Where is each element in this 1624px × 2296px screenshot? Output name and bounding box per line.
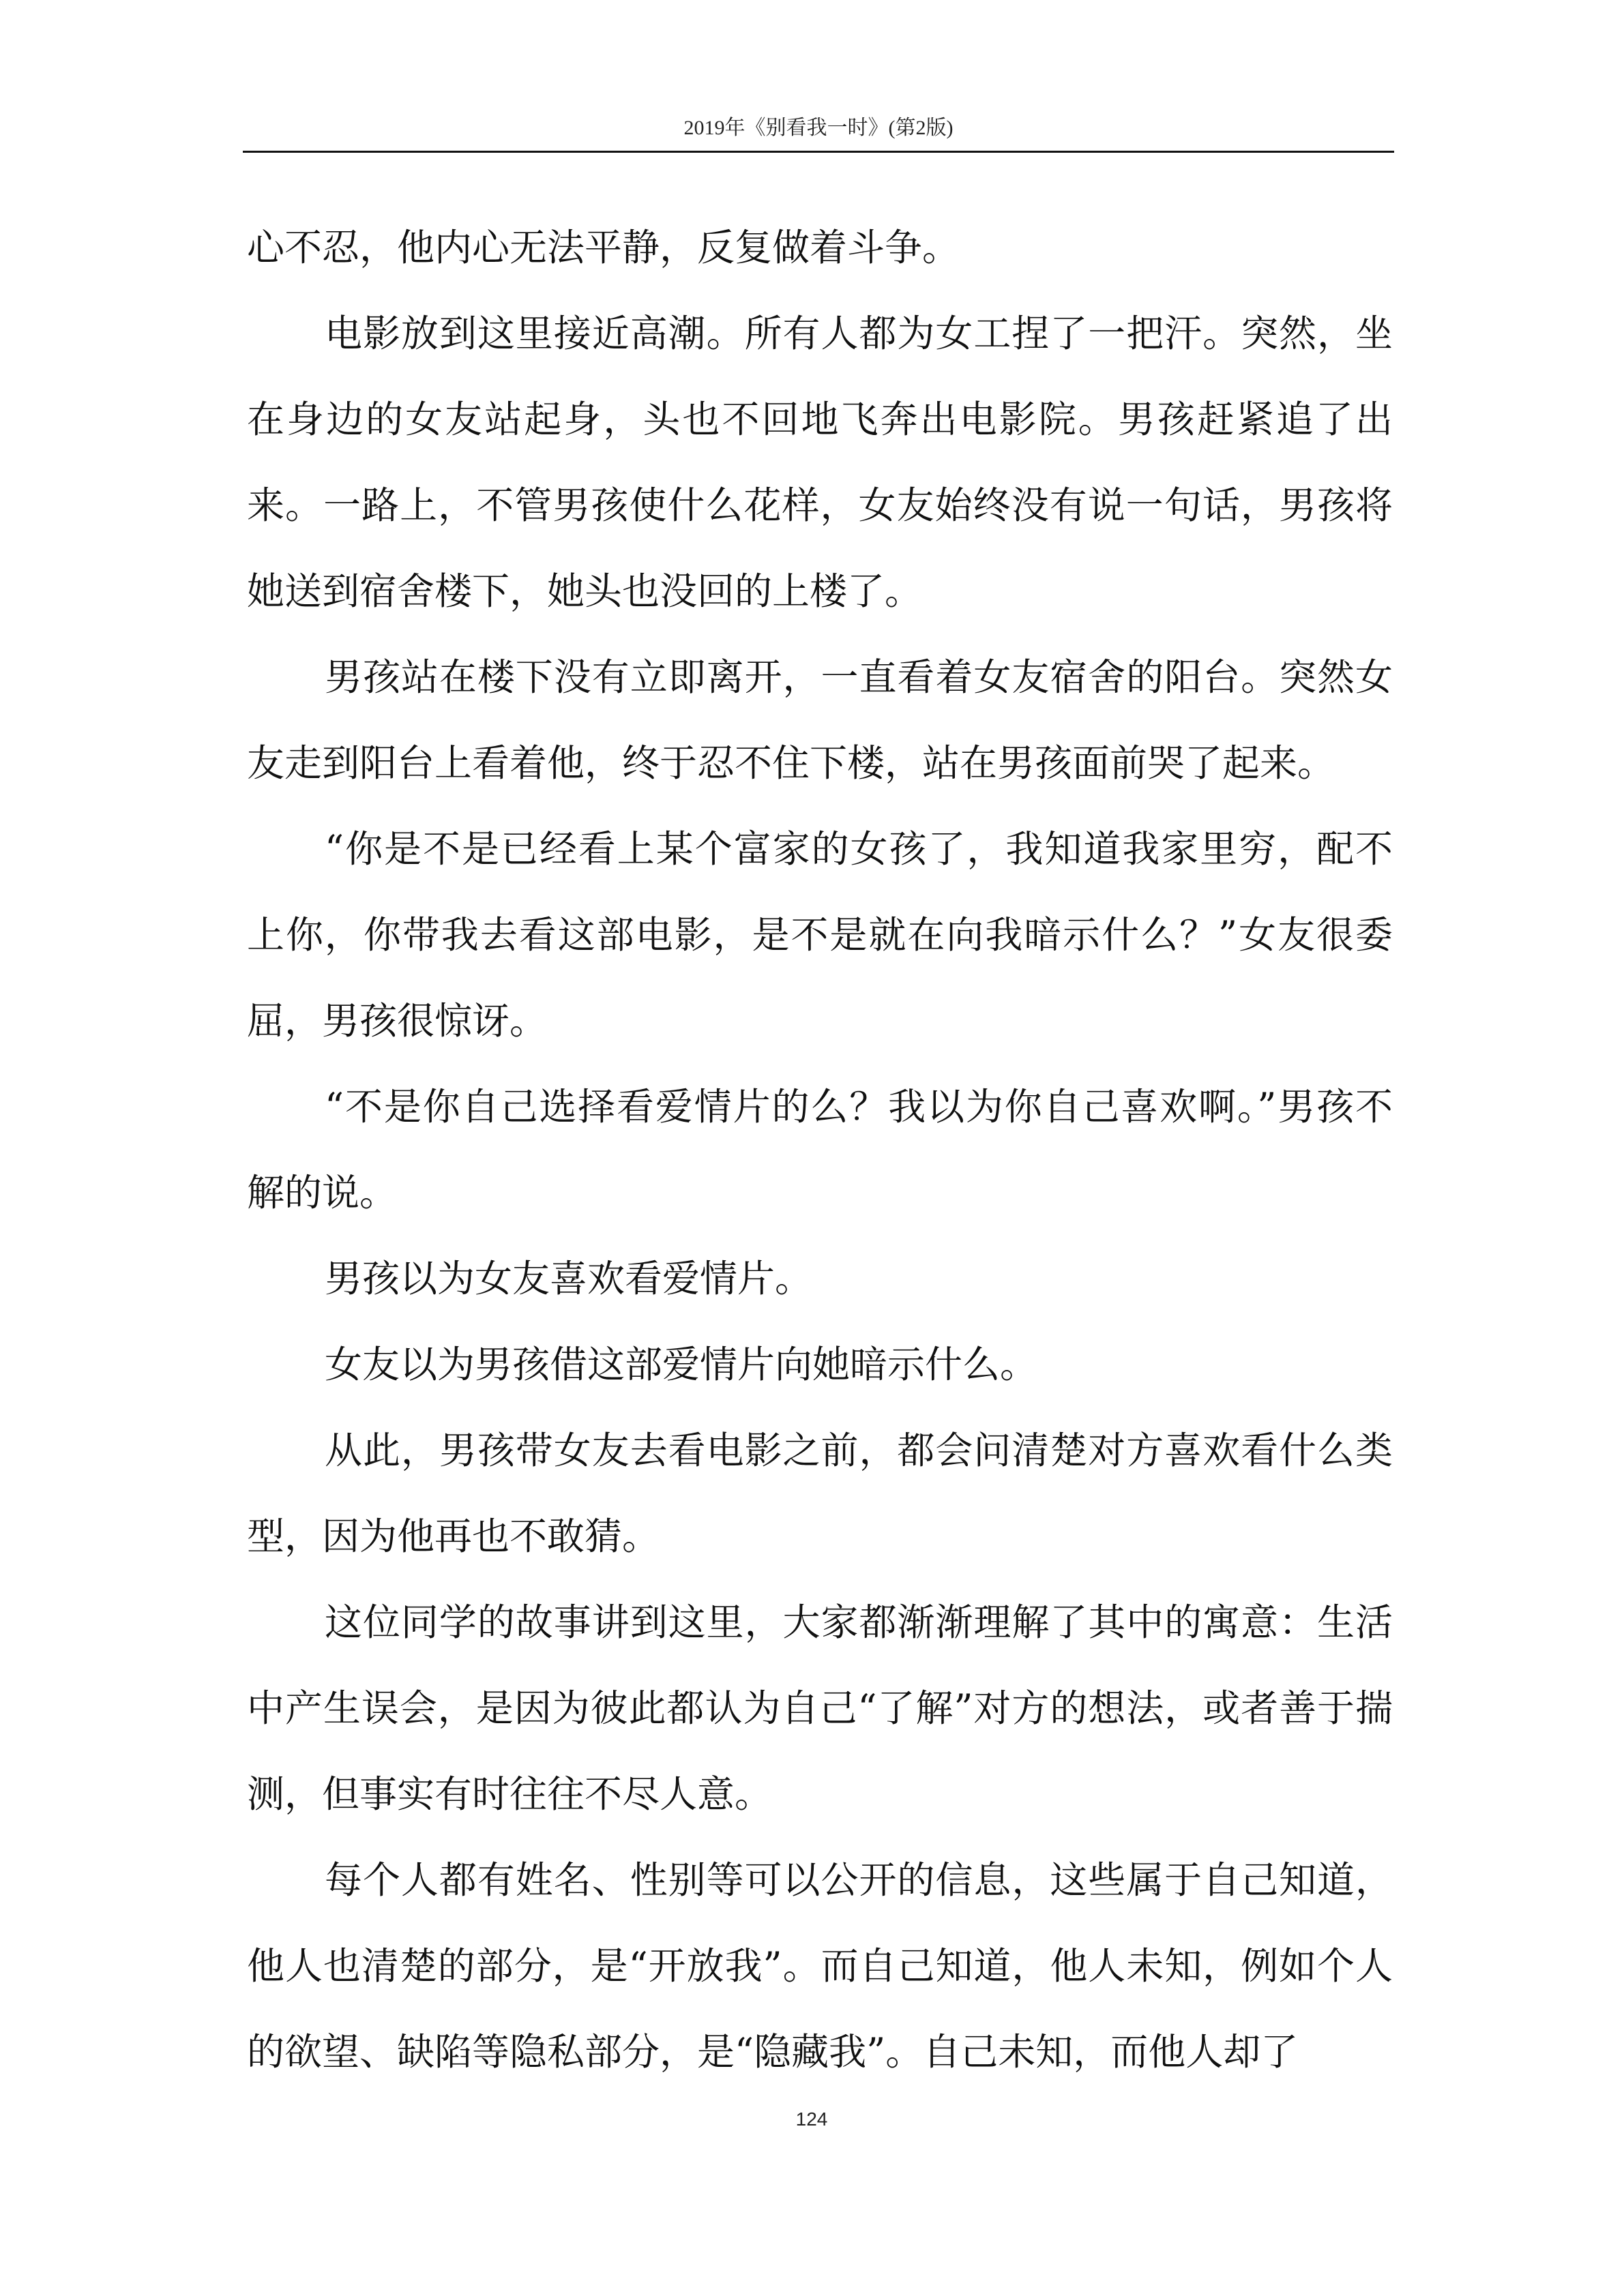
paragraph: 心不忍，他内心无法平静，反复做着斗争。: [247, 226, 960, 269]
header-divider: [243, 151, 1394, 153]
paragraph: “你是不是已经看上某个富家的女孩了，我知道我家里穷，配不上你，你带我去看这部电影，是不是就在向我暗示什么？”女友很委屈，男孩很惊讶。: [247, 827, 1393, 1043]
paragraph: 男孩站在楼下没有立即离开，一直看着女友宿舍的阳台。突然女友走到阳台上看着他，终于忍不住下楼，站在男孩面前哭了起来。: [247, 655, 1393, 785]
page-number: 124: [795, 2108, 828, 2130]
paragraph: 女友以为男孩借这部爱情片向她暗示什么。: [325, 1343, 1038, 1386]
paragraph: 这位同学的故事讲到这里，大家都渐渐理解了其中的寓意：生活中产生误会，是因为彼此都认为自己“了解”对方的想法，或者善于揣测，但事实有时往往不尽人意。: [247, 1600, 1393, 1816]
paragraph: 男孩以为女友喜欢看爱情片。: [325, 1257, 813, 1300]
page-header: 2019年《别看我一时》(第2版): [683, 117, 954, 139]
body-text: [247, 205, 1393, 2095]
paragraph: 从此，男孩带女友去看电影之前，都会问清楚对方喜欢看什么类型，因为他再也不敢猜。: [247, 1429, 1393, 1558]
paragraph: 电影放到这里接近高潮。所有人都为女工捏了一把汗。突然，坐在身边的女友站起身，头也不回地飞奔出电影院。男孩赶紧追了出来。一路上，不管男孩使什么花样，女友始终没有说一句话，男孩将她送到宿舍楼下，她头也没回的上楼了。: [247, 312, 1393, 613]
paragraph: “不是你自己选择看爱情片的么？我以为你自己喜欢啊。”男孩不解的说。: [247, 1085, 1393, 1214]
paragraph: 每个人都有姓名、性别等可以公开的信息，这些属于自己知道，他人也清楚的部分，是“开放我”。而自己知道，他人未知，例如个人的欲望、缺陷等隐私部分，是“隐藏我”。自己未知，而他人却了: [247, 1858, 1393, 2074]
